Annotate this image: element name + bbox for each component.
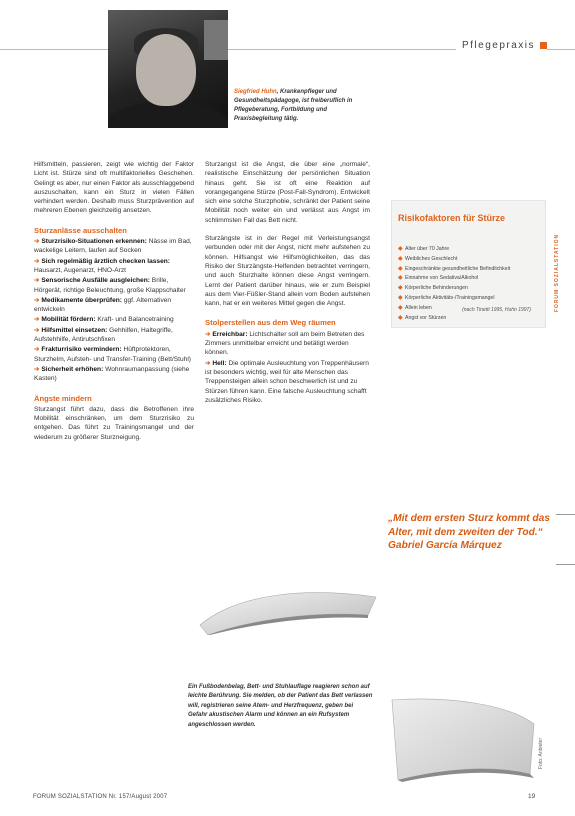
arrow-icon: ➔ [34,257,42,265]
diamond-bullet-icon: ◆ [398,314,403,321]
risk-factors-box [391,200,546,328]
risk-factors-title: Risikofaktoren für Stürze [398,213,506,223]
column-1 [34,160,194,451]
arrow-icon: ➔ [34,238,42,246]
quote-text: „Mit dem ersten Sturz kommt das Alter, mit dem zweiten der Tod.“ [388,513,550,538]
section-square-icon [540,42,547,49]
list-item: ➔ Erreichbar: Lichtschalter soll am beim Betreten des Zimmers unmittelbar erreicht und betätigt werden können. [205,330,365,357]
risk-factor-item: ◆ Weibliches Geschlecht [398,255,458,262]
sensor-mat-image-top [198,585,378,635]
photo-credit: Foto: Anbieter [538,737,544,769]
list-item: ➔ Mobilität fördern: Kraft- und Balancetraining [34,316,174,324]
image-caption: Ein Fußbodenbelag, Bett- und Stuhlauflage reagieren schon auf leichte Berührung. Sie melden, ob der Patient das Bett verlassen will, registrieren seine Atem- und Herzfrequenz, geben bei Gefahr akustischen Alarm und können an ein Rufsystem angeschlossen werden. [188,684,373,728]
arrow-icon: ➔ [205,359,213,367]
arrow-icon: ➔ [34,346,42,354]
arrow-icon: ➔ [205,330,213,338]
diamond-bullet-icon: ◆ [398,255,403,262]
pull-quote [388,512,568,553]
list-item: ➔ Hilfsmittel einsetzen: Gehhilfen, Haltegriffe, Aufstehhilfe, Antirutschfixen [34,326,173,344]
risk-factor-item: ◆ Alter über 70 Jahre [398,246,450,252]
risk-factor-item: ◆ Körperliche Aktivitäts-/Trainingsmangel [398,294,495,301]
author-face [136,34,196,106]
list-item: ➔ Sich regelmäßig ärztlich checken lassen: Hausarzt, Augenarzt, HNO-Arzt [34,257,170,274]
risk-factor-item: ◆ Einnahme von Sedativa/Alkohol [398,275,479,282]
vertical-magazine-label: FORUM SOZIALSTATION [554,233,560,313]
diamond-bullet-icon: ◆ [398,285,403,292]
diamond-bullet-icon: ◆ [398,304,403,311]
arrow-icon: ➔ [34,326,42,334]
list-item: ➔ Medikamente überprüfen: ggf. Alternativen entwickeln [34,296,172,314]
author-role: Krankenpfleger und Gesundheitspädagoge, ist freiberuflich in Pflegeberatung, Fortbildung und Praxisbegleitung tätig. [234,89,353,122]
sensor-mat-image-bottom [388,694,538,782]
column-2 [205,160,370,406]
aengste-paragraph: Sturzangst führt dazu, dass die Betroffenen ihre Mobilität einschränken, um dem Sturzrisiko zu entgehen. Das führt zu Trainingsmangel und der wiederum zu größerer Sturzneigung. [34,405,194,441]
sturzangst-paragraph: Sturzangst ist die Angst, die über eine „normale“, realistische Einschätzung der persönlichen Situation hinaus geht. Sie ist oft eine Reaktion auf vorangegangene Stürze (Post-Fall-Syndrom). Entwickelt sich eine solche Sturzphobie, schränkt der Patient seine Mobilität noch weiter ein und verlässt aus Angst im schlimmsten Fall das Bett nicht. [205,161,370,224]
section-label: Pflegepraxis [461,40,535,51]
risk-factor-item: ◆ Körperliche Behinderungen [398,285,468,292]
diamond-bullet-icon: ◆ [398,246,403,252]
section-title [456,40,547,51]
arrow-icon: ➔ [34,365,42,373]
list-item: ➔ Sicherheit erhöhen: Wohnraumanpassung (siehe Kasten) [34,365,190,383]
page-number: 19 [528,793,536,800]
quote-rule-bottom [556,564,575,565]
heading-stolperstellen: Stolperstellen aus dem Weg räumen [205,318,336,328]
list-item: ➔ Frakturrisiko vermindern: Hüftprotektoren, Sturzhelm, Aufsteh- und Transfer-Training (Bett/Stuhl) [34,346,191,363]
risk-factor-item: ◆ Allein leben [398,304,432,311]
arrow-icon: ➔ [34,277,42,285]
arrow-icon: ➔ [34,316,42,324]
heading-sturzanlaesse: Sturzanlässe ausschalten [34,225,127,235]
list-item: ➔ Hell: Die optimale Ausleuchtung von Treppenhäusern ist besonders wichtig, weil für alte Menschen das Treppensteigen allein schon beschwerlich ist und zu Stürzen führen kann. Eine falsche Ausleuchtung schafft zusätzliches Risiko. [205,359,369,404]
sturzanlaesse-list [34,237,194,383]
author-name: Siegfried Huhn [234,89,277,95]
arrow-icon: ➔ [34,296,42,304]
risk-factor-item: ◆ Angst vor Stürzen [398,314,447,321]
sturzangst-paragraph-2: Sturzängste ist in der Regel mit Verleistungsangst verbunden oder mit der Angst, nicht mehr aufstehen zu können. Hilfsangst wie Hilfsmöglichkeiten, das das Risiko der Sturzängste-Helfenden betrachtet verringern, und auch Sturzhalte können diese Angst verringern. Lernt der Patient darüber hinaus, wie er zum Beispiel aus dem Vier-Füßler-Stand allein vom Boden aufstehen kann, hat er ein weiteres Mittel gegen die Angst. [205,235,370,308]
quote-author: Gabriel García Márquez [388,540,502,551]
diamond-bullet-icon: ◆ [398,275,403,282]
heading-aengste: Ängste mindern [34,393,92,403]
list-item: ➔ Sensorische Ausfälle ausgleichen: Brille, Hörgerät, richtige Beleuchtung, große Klappschalter [34,277,186,294]
diamond-bullet-icon: ◆ [398,294,403,301]
list-item: ➔ Sturzrisiko-Situationen erkennen: Nässe im Bad, wackelige Leitern, laufen auf Socken [34,238,192,255]
background-sign [204,20,228,60]
risk-factors-source: (nach Tinetti 1995, Huhn 1997) [462,307,531,313]
footer-issue: FORUM SOZIALSTATION Nr. 157/August 2007 [33,794,168,800]
diamond-bullet-icon: ◆ [398,265,403,272]
intro-paragraph: Hilfsmitteln, passieren, zeigt wie wichtig der Faktor Licht ist. Stürze sind oft multifaktorielles Geschehen. Gelingt es aber, nur einen Faktor als ausschlaggebend auszuschalten, kann ein Sturz in vielen Fällen verhindert werden. Deshalb muss Sturzprävention auf mehreren Ebenen gleichzeitig ansetzen. [34,161,194,215]
author-bio: Siegfried Huhn, Krankenpfleger und Gesundheitspädagoge, ist freiberuflich in Pflegeberatung, Fortbildung und Praxisbegleitung tätig. [234,89,353,122]
risk-factor-item: ◆ Eingeschränkte gesundheitliche Befindlichkeit [398,265,511,272]
author-photo [108,10,228,128]
